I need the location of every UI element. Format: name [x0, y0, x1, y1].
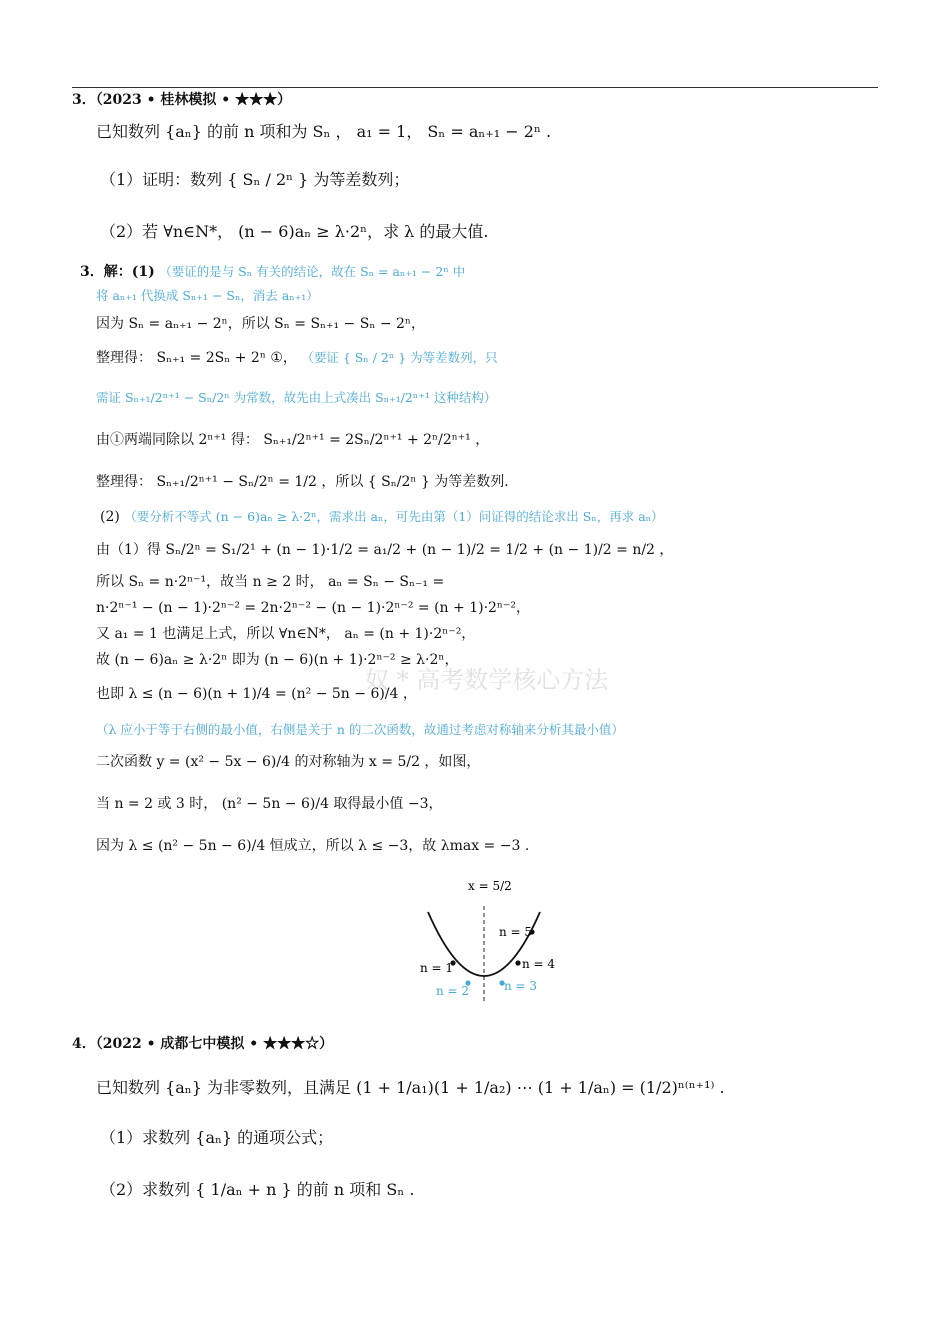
sol3-note-5: 需证 Sₙ₊₁/2ⁿ⁺¹ − Sₙ/2ⁿ 为常数，故先由上式凑出 Sₙ₊₁/2ⁿ⁺¹ 这种结构） [96, 390, 497, 405]
sol3-note-8: （要分析不等式 (n − 6)aₙ ≥ λ·2ⁿ，需求出 aₙ，可先由第（1）问证得的结论求出 Sₙ，再求 aₙ） [124, 509, 664, 524]
label-n3: n = 3 [504, 979, 538, 993]
sol3-line-11: n·2ⁿ⁻¹ − (n − 1)·2ⁿ⁻² = 2n·2ⁿ⁻² − (n − 1)·2ⁿ⁻² = (n + 1)·2ⁿ⁻²， [96, 600, 530, 616]
sol3-part2-head: (2) [100, 509, 120, 525]
label-n1: n = 1 [420, 961, 454, 975]
sol3-line-13: 故 (n − 6)aₙ ≥ λ·2ⁿ 即为 (n − 6)(n + 1)·2ⁿ⁻² ≥ λ·2ⁿ， [96, 652, 459, 668]
sol3-head: 3．解：(1) [80, 264, 155, 280]
sol3-line-17: 当 n = 2 或 3 时， (n² − 5n − 6)/4 取得最小值 −3， [96, 796, 443, 812]
watermark: 奴 * 高考数学核心方法 [365, 666, 609, 694]
label-n2: n = 2 [436, 984, 470, 998]
sol3-note-2: 将 aₙ₊₁ 代换成 Sₙ₊₁ − Sₙ，消去 aₙ₊₁） [96, 288, 319, 303]
sol3-line-10: 所以 Sₙ = n·2ⁿ⁻¹，故当 n ≥ 2 时， aₙ = Sₙ − Sₙ₋₁ = [96, 574, 445, 590]
sol3-note-1: （要证的是与 Sₙ 有关的结论，故在 Sₙ = aₙ₊₁ − 2ⁿ 中 [159, 264, 466, 279]
q4-header: 4．（2022 • 成都七中模拟 • ★★★☆） [72, 1036, 334, 1052]
label-n4: n = 4 [522, 957, 556, 971]
q3-part1: （1）证明：数列 { Sₙ / 2ⁿ } 为等差数列； [100, 170, 410, 189]
q3-stem: 已知数列 {aₙ} 的前 n 项和为 Sₙ ， a₁ = 1， Sₙ = aₙ₊₁ − 2ⁿ . [96, 122, 552, 141]
label-n5: n = 5 [499, 925, 533, 939]
q4-stem: 已知数列 {aₙ} 为非零数列，且满足 (1 + 1/a₁)(1 + 1/a₂) ⋯ (1 + 1/aₙ) = (1/2)ⁿ⁽ⁿ⁺¹⁾ . [96, 1078, 725, 1097]
sol3-line-14: 也即 λ ≤ (n − 6)(n + 1)/4 = (n² − 5n − 6)/4 ， [96, 686, 417, 702]
q4-part1: （1）求数列 {aₙ} 的通项公式； [100, 1128, 334, 1147]
sol3-line-18: 因为 λ ≤ (n² − 5n − 6)/4 恒成立，所以 λ ≤ −3，故 λmax = −3 . [96, 838, 530, 854]
sol3-line-12: 又 a₁ = 1 也满足上式，所以 ∀n∈N*， aₙ = (n + 1)·2ⁿ⁻²， [96, 626, 476, 642]
sol3-line-7: 整理得： Sₙ₊₁/2ⁿ⁺¹ − Sₙ/2ⁿ = 1/2 ，所以 { Sₙ/2ⁿ } 为等差数列. [96, 474, 509, 490]
sol3-line-4: 整理得： Sₙ₊₁ = 2Sₙ + 2ⁿ ①， [96, 350, 297, 366]
top-rule [72, 87, 878, 88]
sol3-line-6: 由①两端同除以 2ⁿ⁺¹ 得： Sₙ₊₁/2ⁿ⁺¹ = 2Sₙ/2ⁿ⁺¹ + 2ⁿ/2ⁿ⁺¹ ， [96, 432, 490, 448]
sol3-note-4: （要证 { Sₙ / 2ⁿ } 为等差数列，只 [301, 350, 498, 365]
q4-part2: （2）求数列 { 1/aₙ + n } 的前 n 项和 Sₙ . [100, 1180, 415, 1199]
q3-header: 3．（2023 • 桂林模拟 • ★★★） [72, 92, 292, 108]
sol3-line-3: 因为 Sₙ = aₙ₊₁ − 2ⁿ，所以 Sₙ = Sₙ₊₁ − Sₙ − 2ⁿ， [96, 316, 425, 332]
point-n4 [515, 960, 520, 965]
sol3-line-9: 由（1）得 Sₙ/2ⁿ = S₁/2¹ + (n − 1)·1/2 = a₁/2 + (n − 1)/2 = 1/2 + (n − 1)/2 = n/2 ， [96, 542, 674, 558]
q3-part2: （2）若 ∀n∈N*， (n − 6)aₙ ≥ λ·2ⁿ，求 λ 的最大值. [100, 222, 489, 241]
axis-label: x = 5/2 [468, 879, 512, 893]
sol3-note-15: （λ 应小于等于右侧的最小值，右侧是关于 n 的二次函数，故通过考虑对称轴来分析其最小值） [96, 722, 624, 737]
parabola-figure [400, 870, 580, 1010]
sol3-line-16: 二次函数 y = (x² − 5x − 6)/4 的对称轴为 x = 5/2 ，如图， [96, 754, 481, 770]
